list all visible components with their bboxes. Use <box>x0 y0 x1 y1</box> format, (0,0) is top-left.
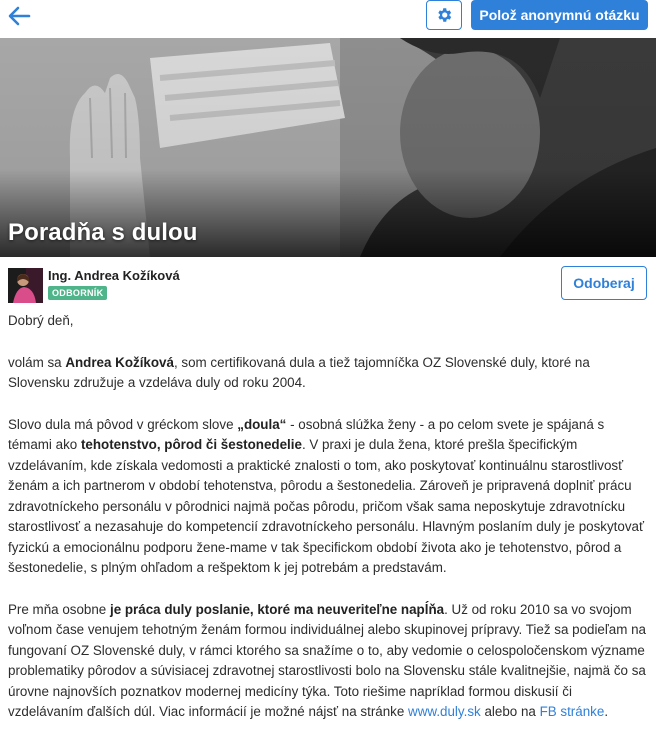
paragraph-doula-definition: Slovo dula má pôvod v gréckom slove „doula“ - osobná slúžka ženy - a po celom svete je spájaná s témami ako tehotenstvo, pôrod či šestonedelie. V praxi je dula žena, ktoré prešla špecifickým vzdelávaním, kde získala vedomosti a praktické znalosti o tom, ako poskytovať kontinuálnu starostlivosť ženám a ich partnerom v období tehotenstva, pôrodu a šestonedelia. Zároveň je pripravená doplniť prácu zdravotníckeho personálu v pôrodnici najmä počas pôrodu, pričom však sama neposkytuje zdravotnícku starostlivosť a nezasahuje do kompetencií zdravotníckeho personálu. Hlavným poslaním duly je poskytovať fyzickú a emocionálnu podporu žene-mame v tak špecifickom období života ako je tehotenstvo, pôrod a šestonedelie, s plným ohľadom a rešpektom k jej potrebám a predstavám. <box>8 416 645 575</box>
ask-anonymous-question-button[interactable]: Polož anonymnú otázku <box>471 0 648 30</box>
back-button[interactable] <box>4 2 34 30</box>
author-name[interactable]: Ing. Andrea Kožíková <box>48 268 180 283</box>
greeting: Dobrý deň, <box>8 313 74 328</box>
post-content <box>8 311 648 744</box>
author-row <box>0 265 656 305</box>
subscribe-button[interactable]: Odoberaj <box>561 266 647 300</box>
top-bar <box>0 0 656 38</box>
hero-banner <box>0 38 656 257</box>
expert-badge: ODBORNÍK <box>48 286 107 300</box>
duly-website-link[interactable]: www.duly.sk <box>408 704 481 719</box>
arrow-left-icon <box>7 5 31 27</box>
paragraph-mission: Pre mňa osobne je práca duly poslanie, ktoré ma neuveriteľne napĺňa. Už od roku 2010 sa vo svojom voľnom čase venujem tehotným ženám formou individuálnej alebo skupinovej prípravy. Tiež sa podieľam na fungovaní OZ Slovenské duly, v rámci ktorého sa snažíme o to, aby vedomie o celospoločenskom význame problematiky pôrodov a súvisiacej zdravotnej starostlivosti bolo na Slovensku stále kvalitnejšie, najmä čo sa úrovne najnovších poznatkov modernej medicíny týka. Toto riešime napríklad formou diskusií či vzdelávaním ďalších dúl. Viac informácií je možné nájsť na stránke www.duly.sk alebo na FB stránke. <box>8 601 647 719</box>
settings-button[interactable] <box>426 0 462 30</box>
avatar-photo <box>8 268 43 303</box>
paragraph-intro: volám sa Andrea Kožíková, som certifikovaná dula a tiež tajomníčka OZ Slovenské duly, ktoré na Slovensku združuje a vzdeláva duly od roku 2004. <box>8 354 590 390</box>
avatar[interactable] <box>8 268 43 303</box>
page-title: Poradňa s dulou <box>8 219 198 246</box>
fb-page-link[interactable]: FB stránke <box>539 704 605 719</box>
gear-icon <box>435 6 453 24</box>
